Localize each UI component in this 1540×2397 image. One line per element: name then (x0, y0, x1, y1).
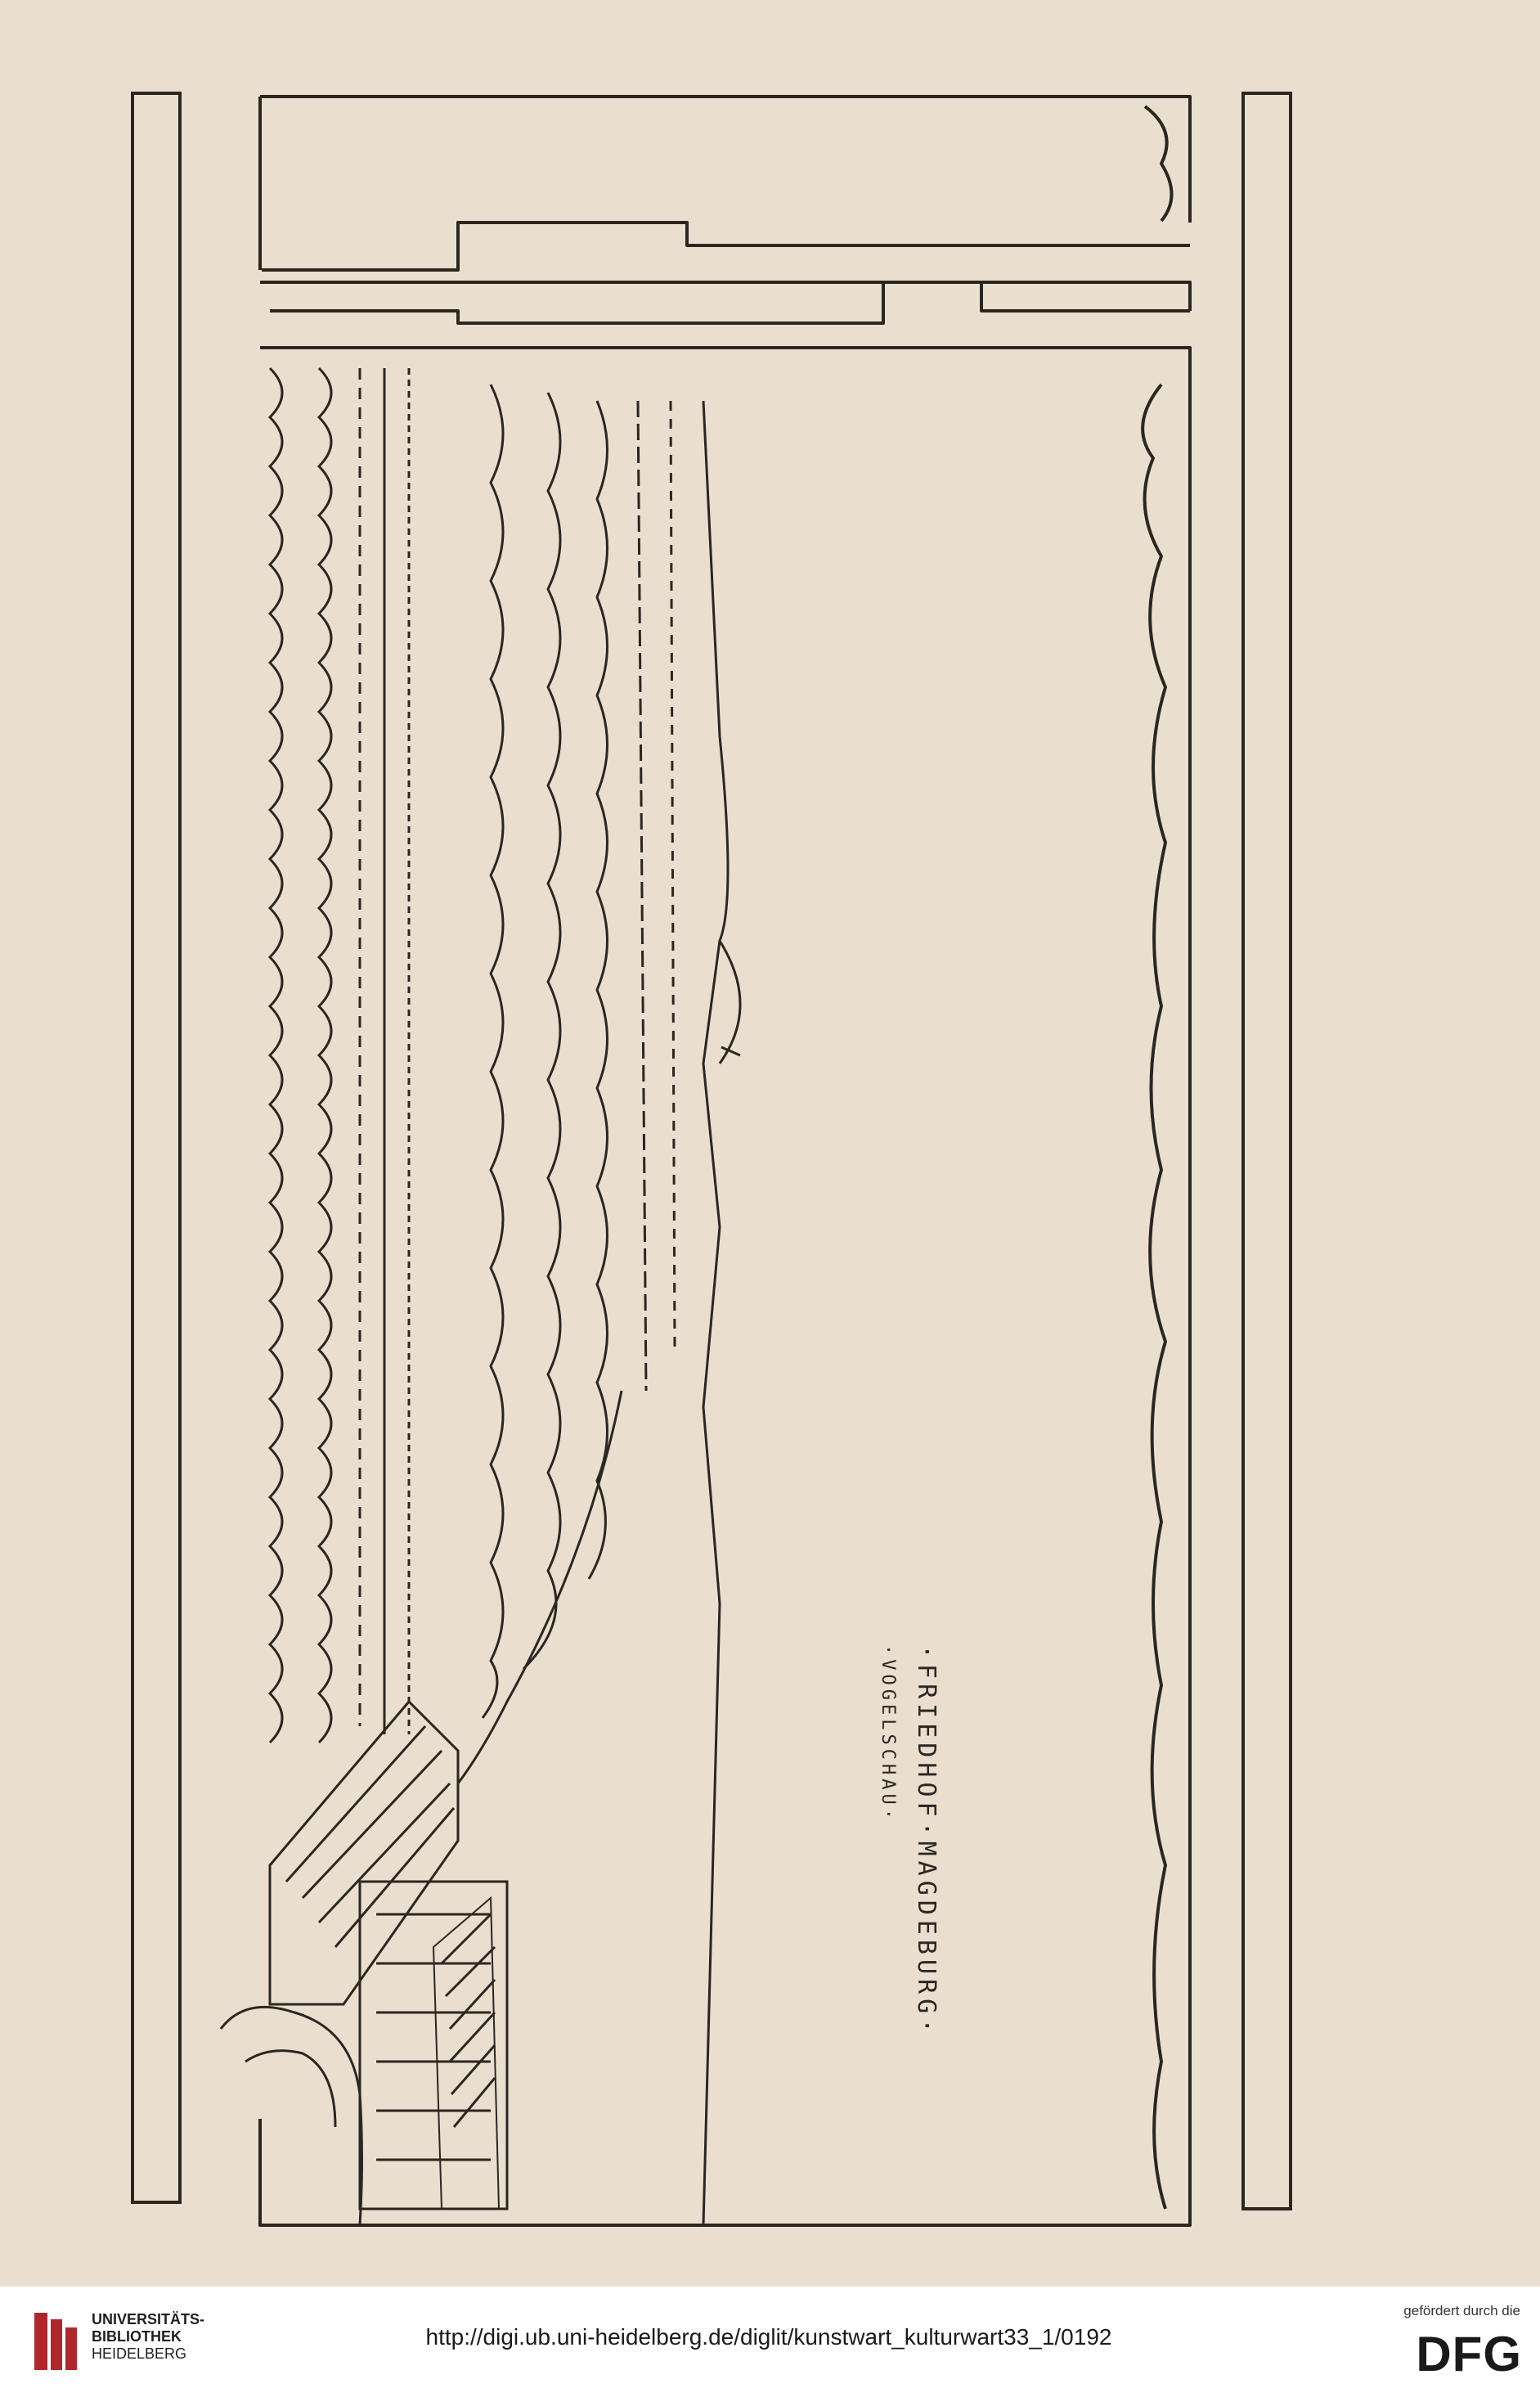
institution-name (92, 2311, 204, 2363)
caption-subtitle: ·VOGELSCHAU· (878, 1644, 898, 1824)
permalink-url[interactable]: http://digi.ub.uni-heidelberg.de/diglit/kunstwart_kulturwart33_1/0192 (425, 2324, 1112, 2350)
institution-line-2: BIBLIOTHEK (92, 2328, 182, 2345)
funded-by-label: gefördert durch die (1403, 2303, 1520, 2318)
university-library-logo-icon (33, 2311, 82, 2372)
caption-title: ·FRIEDHOF·MAGDEBURG· (912, 1644, 941, 2039)
institution-line-3: HEIDELBERG (92, 2345, 187, 2362)
institution-line-1: UNIVERSITÄTS- (92, 2311, 205, 2327)
digitization-footer (0, 2287, 1540, 2397)
dfg-logo: DFG (1416, 2327, 1522, 2381)
illustration-caption (842, 1644, 941, 2039)
